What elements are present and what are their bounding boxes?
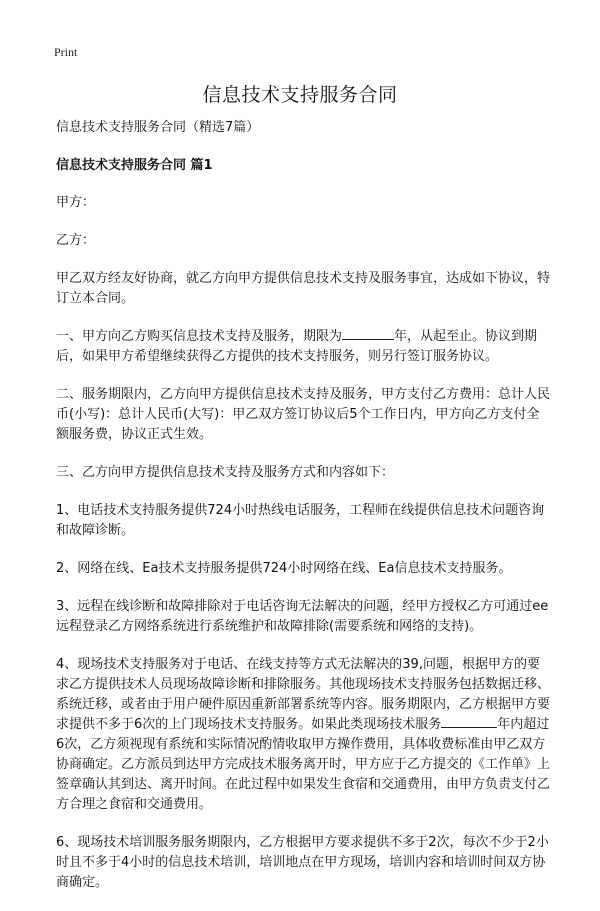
clause-1-text-a: 一、甲方向乙方购买信息技术支持及服务，期限为: [56, 329, 343, 344]
service-item-4-text-a: 4、现场技术支持服务对于电话、在线支持等方式无法解决的39,问题，根据甲方的要求乙方提供技术人员现场故障诊断和排除服务。其他现场技术支持服务包括数据迁移、系统迁移，或者由于用户硬件原因重新部署系统等内容。服务期限内，乙方根据甲方要求提供不多于6次的上门现场技术支持服务。如果此类现场技术服务: [56, 657, 551, 732]
print-link[interactable]: Print: [54, 45, 78, 59]
service-item-4-text-b: 年内超过6次，乙方须视现有系统和实际情况酌情收取甲方操作费用，具体收费标准由甲乙双方协商确定。乙方派员到达甲方完成技术服务离开时，甲方应于乙方提交的《工作单》上签章确认其到达、离开时间。在此过程中如果发生食宿和交通费用，由甲方负责支付乙方合理之食宿和交通费用。: [56, 717, 551, 812]
clause-2: 二、服务期限内，乙方向甲方提供信息技术支持及服务，甲方支付乙方费用：总计人民币(小写)：总计人民币(大写)：甲乙双方签订协议后5个工作日内，甲方向乙方支付全额服务费，协议正式生效。: [56, 387, 551, 442]
service-item-6: 6、现场技术培训服务服务期限内，乙方根据甲方要求提供不多于2次，每次不少于2小时且不多于4小时的信息技术培训，培训地点在甲方现场，培训内容和培训时间双方协商确定。: [56, 835, 549, 890]
document-body: [56, 118, 550, 911]
service-item-1: 1、电话技术支持服务提供724小时热线电话服务，工程师在线提供信息技术问题咨询和故障诊断。: [56, 503, 545, 538]
service-item-4: [56, 655, 550, 815]
service-item-2: 2、网络在线、Ea技术支持服务提供724小时网络在线、Ea信息技术支持服务。: [56, 561, 512, 576]
term-blank: [342, 327, 394, 340]
clause-3: 三、乙方向甲方提供信息技术支持及服务方式和内容如下：: [56, 465, 395, 480]
year-blank: [441, 715, 497, 728]
section-heading: 信息技术支持服务合同 篇1: [56, 158, 213, 173]
intro-paragraph: 甲乙双方经友好协商，就乙方向甲方提供信息技术支持及服务事宜，达成如下协议，特订立本合同。: [56, 271, 551, 306]
document-title: 信息技术支持服务合同: [202, 84, 398, 106]
clause-1-text-b: 年，从起至止。协议到期后，如果甲方希望继续获得乙方提供的技术支持服务，则另行签订服务协议。: [56, 329, 538, 364]
document-subtitle: 信息技术支持服务合同（精选7篇）: [56, 120, 260, 135]
party-a-label: 甲方：: [56, 195, 96, 210]
clause-1: [56, 327, 550, 367]
service-item-3: 3、远程在线诊断和故障排除对于电话咨询无法解决的问题，经甲方授权乙方可通过ee远程登录乙方网络系统进行系统维护和故障排除(需要系统和网络的支持)。: [56, 599, 549, 634]
party-b-label: 乙方：: [56, 233, 96, 248]
